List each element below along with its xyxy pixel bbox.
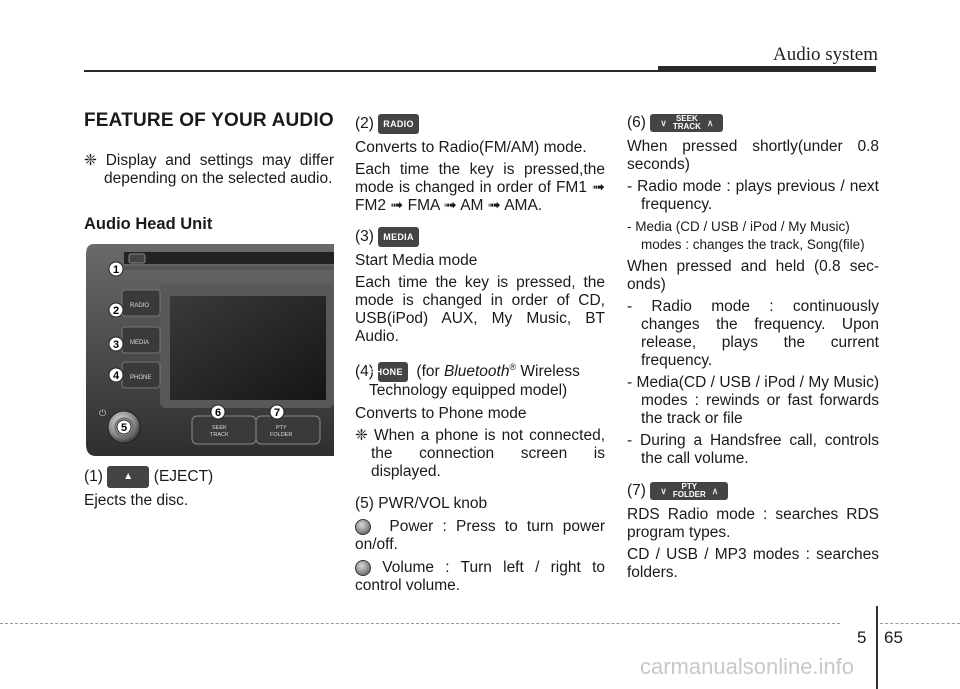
callout-3: 3 <box>112 339 120 351</box>
media-desc-1: Start Media mode <box>355 252 478 269</box>
seek-track-badge <box>650 114 723 132</box>
seek-track-text <box>673 115 701 131</box>
item-3-line <box>355 227 605 247</box>
chevron-up-icon: ∧ <box>706 118 714 128</box>
radio-badge: RADIO <box>378 114 419 134</box>
middle-column <box>355 114 605 595</box>
eject-line <box>84 466 334 488</box>
phone-note-symbol: ❈ <box>355 427 368 445</box>
item-2-line <box>355 114 605 134</box>
display-note-text: Display and settings may differ depending on the selected audio. <box>104 152 334 187</box>
volume-desc <box>355 559 605 595</box>
eject-icon: ▲ <box>107 466 149 488</box>
phone-note-text: When a phone is not connected, the connection screen is displayed. <box>371 427 606 481</box>
phone-desc: Converts to Phone mode <box>355 405 527 423</box>
pty-text: PTY <box>681 482 698 492</box>
callout-4: 4 <box>112 370 120 382</box>
subheading: Audio Head Unit <box>84 215 213 233</box>
phone-registered: ® <box>509 362 517 372</box>
radio-desc-2: Each time the key is pressed,the mode is changed in order of FM1 ➟ FM2 ➟ FMA ➟ AM ➟ AMA. <box>355 161 605 214</box>
chevron-up-icon: ∧ <box>711 486 719 497</box>
cd-desc: CD / USB / MP3 modes : searches folders. <box>627 546 879 582</box>
folder-text: FOLDER <box>672 490 706 500</box>
rds-desc: RDS Radio mode : searches RDS program types. <box>627 506 879 542</box>
phone-rest: Wireless Technology equipped model) <box>369 363 580 400</box>
phone-note <box>355 427 605 481</box>
eject-desc: Ejects the disc. <box>84 492 189 509</box>
item-4-line <box>355 358 605 400</box>
section-heading: FEATURE OF YOUR AUDIO <box>84 110 334 131</box>
pty-folder-text <box>673 483 706 499</box>
phone-for: (for <box>416 363 440 381</box>
media-held: - Media(CD / USB / iPod / My Music) modes : rewinds or fast forwards the track or file <box>627 374 879 428</box>
chevron-down-icon: ∨ <box>660 486 667 497</box>
eject-item-number: (1) <box>84 468 103 486</box>
radio-short: - Radio mode : plays previous / next frequency. <box>627 178 879 214</box>
item-6-number: (6) <box>627 114 646 132</box>
eject-section <box>84 466 334 510</box>
power-icon: ⏻ <box>99 408 107 418</box>
unit-pty-label: PTY <box>276 425 287 431</box>
phone-badge: PHONE <box>378 362 408 382</box>
seek-text: SEEK <box>675 114 698 123</box>
power-desc-text: Power : Press to turn power on/off. <box>355 518 605 554</box>
running-header: Audio system <box>772 44 878 65</box>
item-5-line: (5) PWR/VOL knob <box>355 495 488 513</box>
item-4-number: (4) <box>355 363 374 381</box>
unit-btn-phone: PHONE <box>130 375 152 381</box>
callout-6: 6 <box>214 407 222 419</box>
phone-bluetooth: Bluetooth <box>443 363 510 381</box>
page-separator <box>876 606 878 689</box>
callout-1: 1 <box>112 264 120 276</box>
item-3-number: (3) <box>355 228 374 246</box>
radio-desc-1: Converts to Radio(FM/AM) mode. <box>355 139 587 156</box>
page-number: 65 <box>884 628 903 647</box>
media-short: - Media (CD / USB / iPod / My Music) modes : changes the track, Song(file) <box>627 219 865 253</box>
track-text: TRACK <box>672 122 701 131</box>
call-volume: - During a Handsfree call, controls the call volume. <box>627 432 879 468</box>
short-press: When pressed shortly(under 0.8 seconds) <box>627 138 879 174</box>
item-7-line <box>627 482 879 500</box>
item-7-number: (7) <box>627 482 646 500</box>
chapter-number: 5 <box>857 628 867 647</box>
item-6-line <box>627 114 879 132</box>
header-rule-accent <box>658 66 876 72</box>
item-2-number: (2) <box>355 115 374 133</box>
left-column <box>84 112 334 233</box>
callout-7: 7 <box>273 407 281 419</box>
chevron-down-icon: ∨ <box>660 118 667 128</box>
media-desc-2: Each time the key is pressed, the mode is changed in order of CD, USB(iPod) AUX, My Music, BT Audio. <box>355 274 605 345</box>
note-symbol: ❈ <box>84 152 97 169</box>
knob-icon <box>355 560 371 576</box>
eject-label: (EJECT) <box>153 468 214 486</box>
unit-btn-media: MEDIA <box>130 340 150 346</box>
footer-rule <box>0 623 840 624</box>
knob-icon <box>355 519 371 535</box>
watermark: carmanualsonline.info <box>640 654 855 679</box>
held-press: When pressed and held (0.8 sec-onds) <box>627 258 879 294</box>
volume-desc-text: Volume : Turn left / right to control volume. <box>355 559 606 595</box>
display-note <box>84 152 334 188</box>
unit-folder-label: FOLDER <box>270 432 293 438</box>
unit-track-label: TRACK <box>210 432 229 438</box>
unit-seek-label: SEEK <box>212 425 227 431</box>
callout-2: 2 <box>112 305 120 317</box>
power-desc <box>355 518 605 554</box>
right-column <box>627 114 879 582</box>
footer-rule <box>880 623 960 624</box>
callout-5: 5 <box>120 422 128 434</box>
head-unit-illustration <box>84 244 334 456</box>
unit-btn-radio: RADIO <box>130 303 150 309</box>
media-badge: MEDIA <box>378 227 419 247</box>
radio-held: - Radio mode : continuously changes the frequency. Upon release, plays the current frequency. <box>627 298 879 370</box>
pty-folder-badge <box>650 482 728 500</box>
